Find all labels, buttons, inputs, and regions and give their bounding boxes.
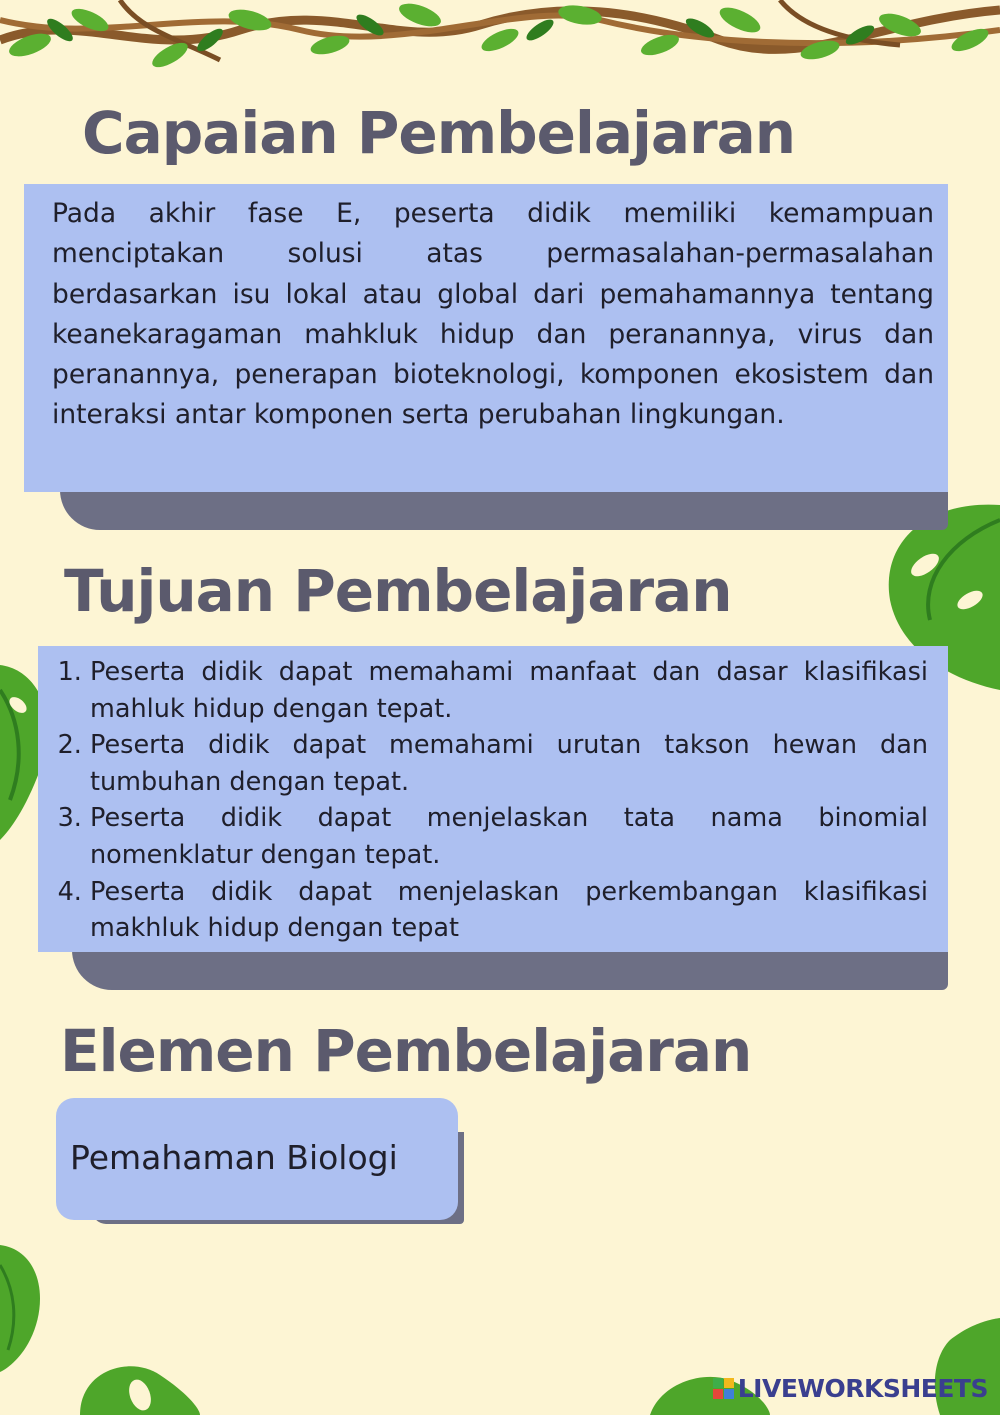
capaian-text: Pada akhir fase E, peserta didik memiliki kemampuan menciptakan solusi atas permasalahan-permasalahan berdasarkan isu lokal atau global dari pemahamannya tentang keanekaragaman mahkluk hidup dan peranannya, virus dan peranannya, penerapan bioteknologi, komponen ekosistem dan interaksi antar komponen serta perubahan lingkungan. xyxy=(52,198,934,431)
section-title-capaian: Capaian Pembelajaran xyxy=(82,99,796,167)
liveworksheets-logo-icon xyxy=(713,1378,734,1399)
list-item: 4. Peserta didik dapat menjelaskan perkembangan klasifikasi makhluk hidup dengan tepat xyxy=(90,874,928,947)
tujuan-list xyxy=(38,654,928,947)
section-title-tujuan: Tujuan Pembelajaran xyxy=(64,557,732,625)
capaian-card xyxy=(24,184,948,492)
list-item: 3. Peserta didik dapat menjelaskan tata nama binomial nomenklatur dengan tepat. xyxy=(90,800,928,873)
liveworksheets-brand[interactable] xyxy=(713,1374,988,1403)
list-item: 1. Peserta didik dapat memahami manfaat dan dasar klasifikasi mahluk hidup dengan tepat. xyxy=(90,654,928,727)
elemen-text: Pemahaman Biologi xyxy=(70,1138,398,1177)
section-title-elemen: Elemen Pembelajaran xyxy=(60,1017,752,1085)
brand-text: LIVEWORKSHEETS xyxy=(737,1374,988,1403)
tujuan-card xyxy=(38,646,948,952)
elemen-card xyxy=(56,1098,458,1220)
list-item: 2. Peserta didik dapat memahami urutan takson hewan dan tumbuhan dengan tepat. xyxy=(90,727,928,800)
